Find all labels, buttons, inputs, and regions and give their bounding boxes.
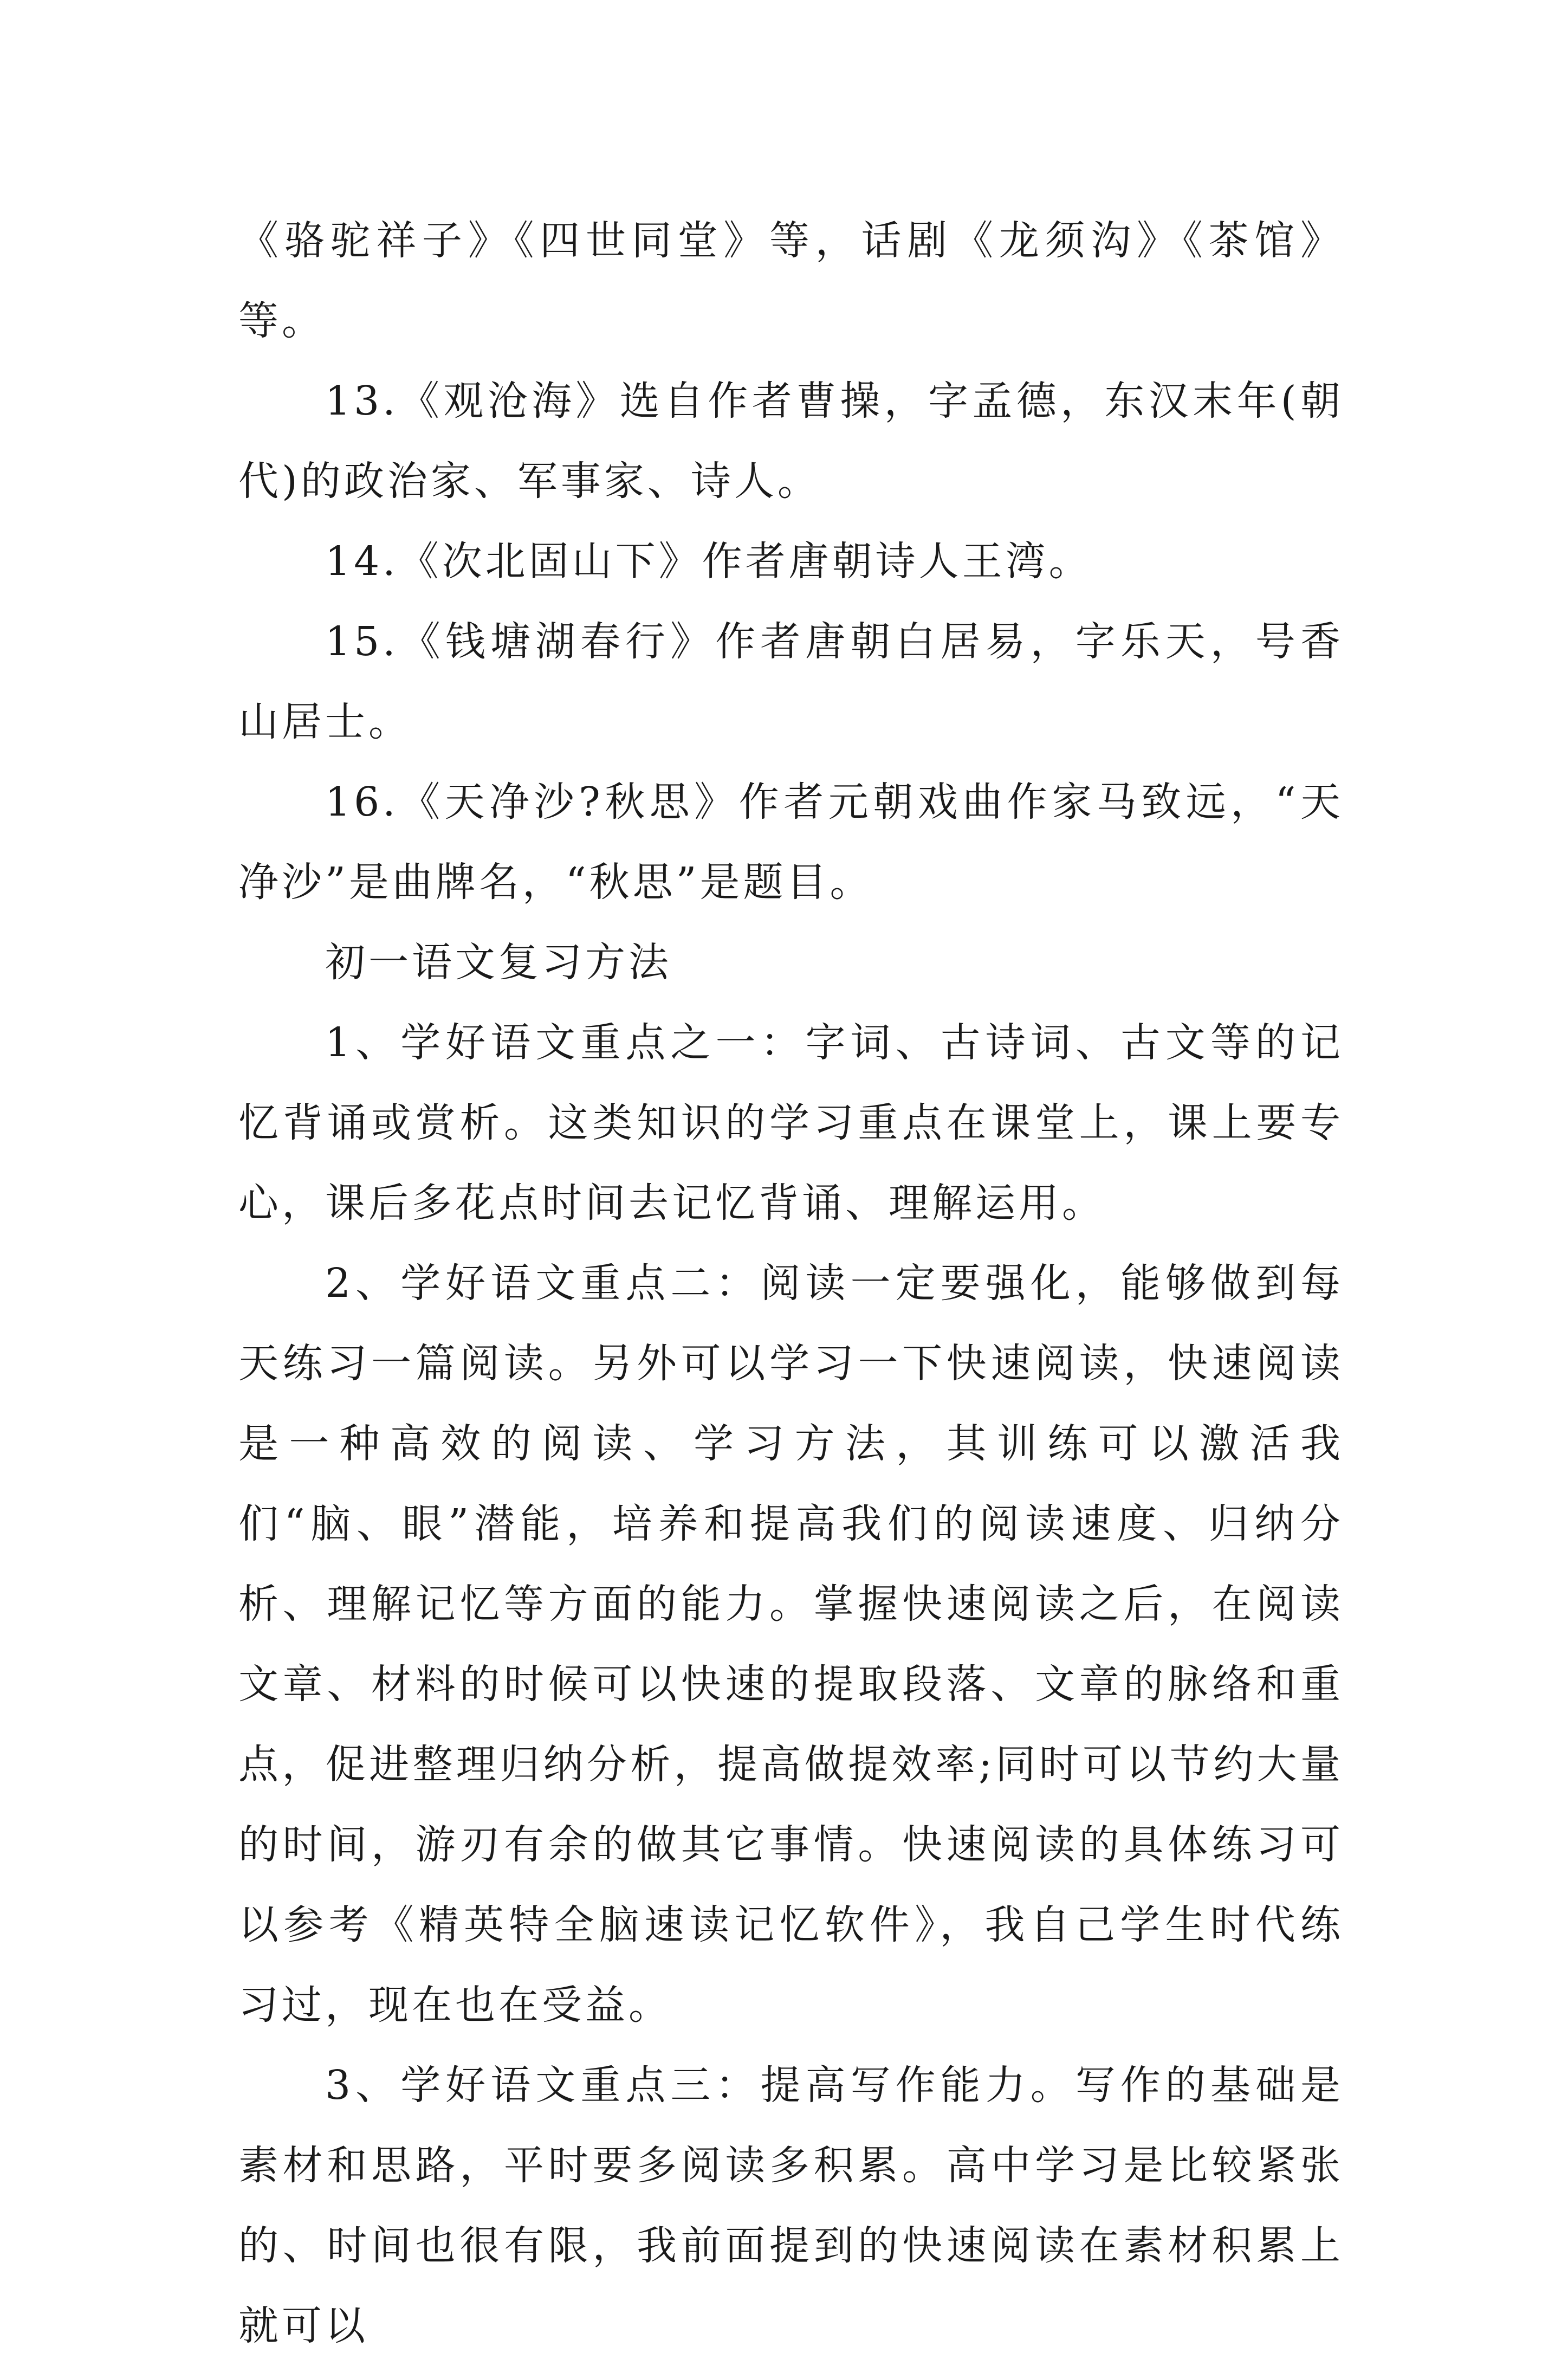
paragraph-method-2: 2、学好语文重点二：阅读一定要强化，能够做到每天练习一篇阅读。另外可以学习一下快速阅读，快速阅读是一种高效的阅读、学习方法，其训练可以激活我们“脑、眼”潜能，培养和提高我们的阅读速度、归纳分析、理解记忆等方面的能力。掌握快速阅读之后，在阅读文章、材料的时候可以快速的提取段落、文章的脉络和重点，促进整理归纳分析，提高做提效率;同时可以节约大量的时间，游刃有余的做其它事情。快速阅读的具体练习可以参考《精英特全脑速读记忆软件》，我自己学生时代练习过，现在也在受益。 [238, 1260, 1344, 2028]
section-heading: 初一语文复习方法 [325, 939, 672, 986]
paragraph-continuation: 《骆驼祥子》《四世同堂》等，话剧《龙须沟》《茶馆》等。 [238, 217, 1344, 344]
paragraph-method-3: 3、学好语文重点三：提高写作能力。写作的基础是素材和思路，平时要多阅读多积累。高中学习是比较紧张的、时间也很有限，我前面提到的快速阅读在素材积累上就可以 [238, 2062, 1344, 2349]
paragraph-method-1: 1、学好语文重点之一：字词、古诗词、古文等的记忆背诵或赏析。这类知识的学习重点在课堂上，课上要专心，课后多花点时间去记忆背诵、理解运用。 [238, 1019, 1344, 1226]
paragraph-item-16: 16.《天净沙?秋思》作者元朝戏曲作家马致远，“天净沙”是曲牌名，“秋思”是题目。 [238, 779, 1344, 906]
paragraph-item-14: 14.《次北固山下》作者唐朝诗人王湾。 [325, 538, 1092, 585]
paragraph-item-13: 13.《观沧海》选自作者曹操，字孟德，东汉末年(朝代)的政治家、军事家、诗人。 [238, 378, 1344, 505]
paragraph-item-15: 15.《钱塘湖春行》作者唐朝白居易，字乐天，号香山居士。 [238, 618, 1344, 745]
document-body [238, 201, 1344, 2366]
